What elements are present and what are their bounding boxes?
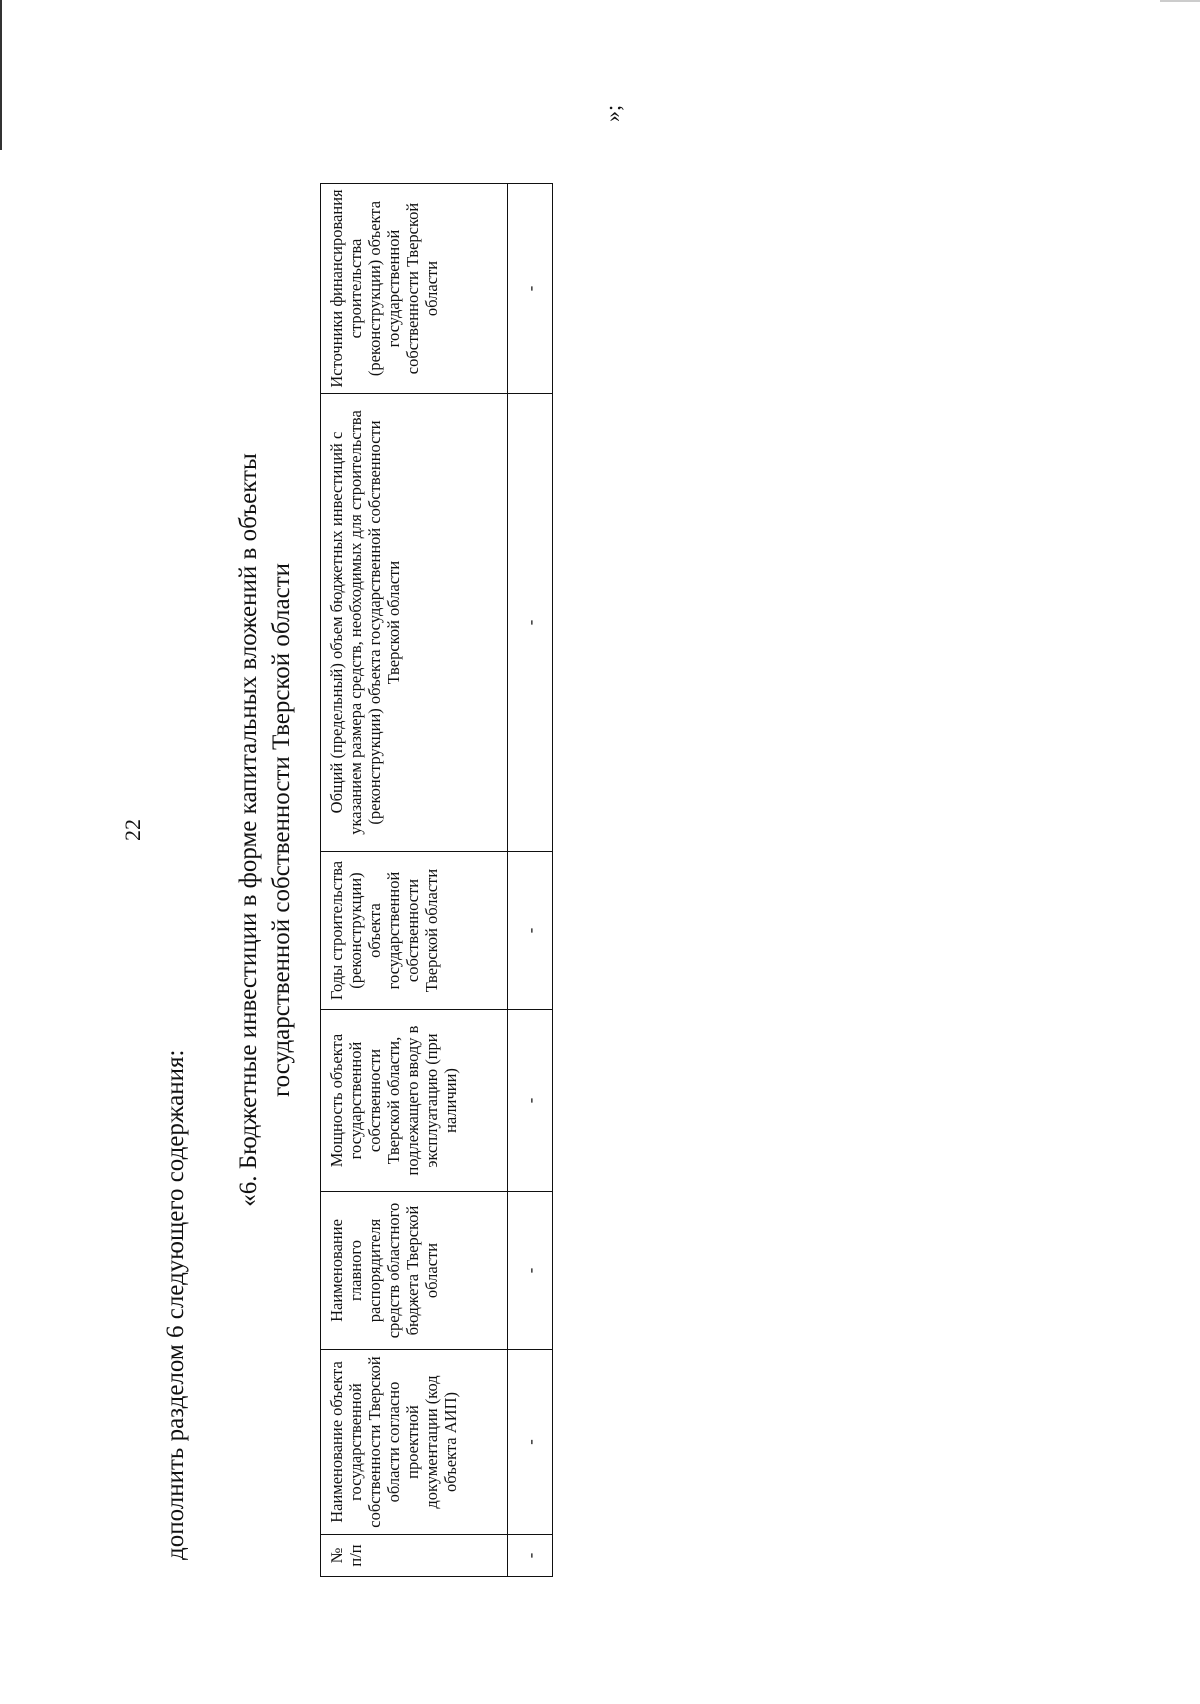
header-construction-years: Годы строительства (реконструкции) объекта государственной собственности Тверской области (321, 852, 508, 1010)
header-number: № п/п (321, 1535, 508, 1577)
section-heading (232, 30, 298, 1630)
header-chief-manager: Наименование главного распорядителя средств областного бюджета Тверской области (321, 1192, 508, 1350)
section-heading-line-2: государственной собственности Тверской области (268, 563, 295, 1097)
table-cell-number: - (508, 1535, 553, 1577)
scan-edge-line (0, 0, 2, 150)
page-number: 22 (120, 819, 145, 841)
scan-corner-mark (1160, 0, 1200, 2)
header-funding-sources: Источники финансирования строительства (реконструкции) объекта государственной собственности Тверской области (321, 184, 508, 394)
header-capacity: Мощность объекта государственной собственности Тверской области, подлежащего вводу в эксплуатацию (при наличии) (321, 1010, 508, 1192)
table-header-row (321, 184, 508, 1577)
closing-quote-mark: »; (600, 104, 625, 122)
header-object-name: Наименование объекта государственной собственности Тверской области согласно проектной документации (код объекта АИП) (321, 1350, 508, 1535)
header-total-investment: Общий (предельный) объем бюджетных инвестиций с указанием размера средств, необходимых для строительства (реконструкции) объекта государственной собственности Тверской области (321, 394, 508, 852)
table-cell-chief-manager: - (508, 1192, 553, 1350)
rotated-page-content (100, 30, 660, 1630)
table-cell-capacity: - (508, 1010, 553, 1192)
table-row (508, 184, 553, 1577)
table-cell-object-name: - (508, 1350, 553, 1535)
table-cell-construction-years: - (508, 852, 553, 1010)
table-cell-total-investment: - (508, 394, 553, 852)
intro-text: дополнить разделом 6 следующего содержания: (162, 1049, 189, 1560)
table-cell-funding-sources: - (508, 184, 553, 394)
section-heading-line-1: «6. Бюджетные инвестиции в форме капитальных вложений в объекты (235, 453, 262, 1207)
investment-table (320, 183, 553, 1577)
